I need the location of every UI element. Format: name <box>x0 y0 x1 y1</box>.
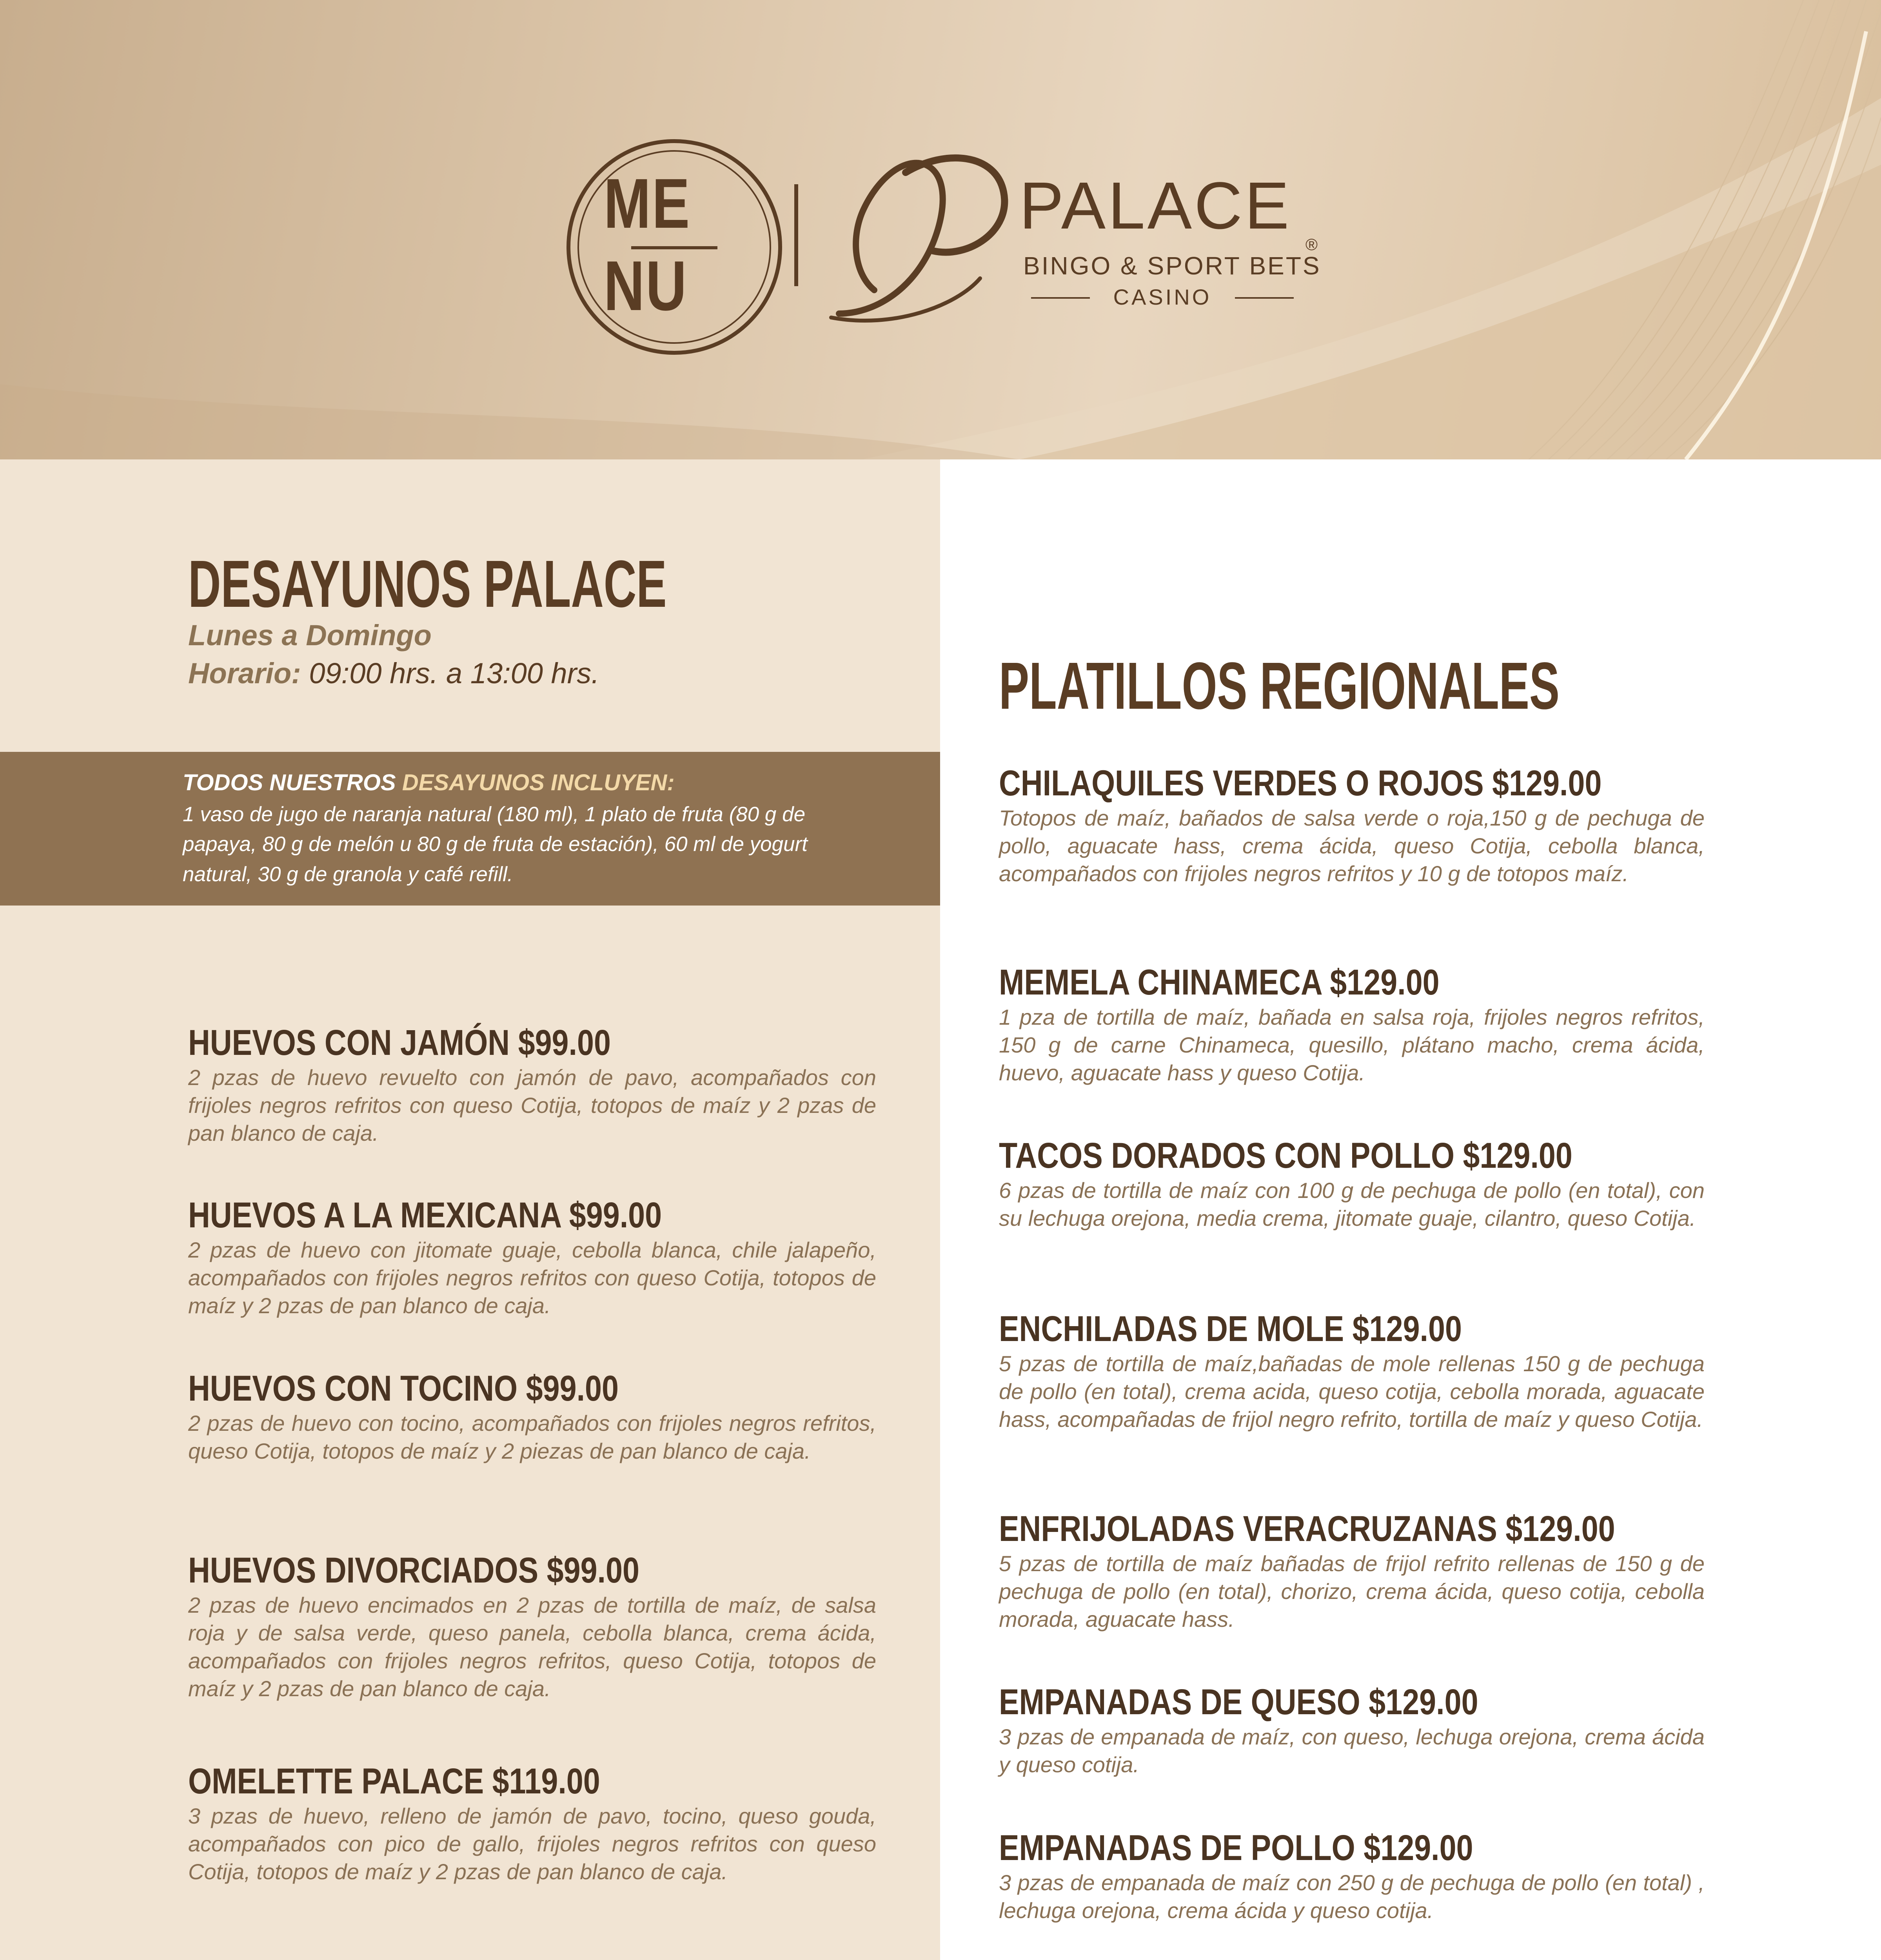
menu-item-title: TACOS DORADOS CON POLLO $129.00 <box>999 1136 1572 1176</box>
breakfast-hours <box>188 657 599 690</box>
menu-item-title: ENFRIJOLADAS VERACRUZANAS $129.00 <box>999 1509 1615 1549</box>
menu-item <box>188 1024 876 1147</box>
menu-item-title: ENCHILADAS DE MOLE $129.00 <box>999 1309 1462 1349</box>
includes-heading <box>183 769 877 797</box>
menu-item <box>999 1829 1705 1924</box>
menu-item-description: 6 pzas de tortilla de maíz con 100 g de pechuga de pollo (en total), con su lechuga orejona, media crema, jitomate guaje, cilantro, queso Cotija. <box>999 1178 1705 1230</box>
menu-item-description: 3 pzas de huevo, relleno de jamón de pavo, tocino, queso gouda, acompañados con pico de gallo, frijoles negros refritos con queso Cotija, totopos de maíz y 2 pzas de pan blanco de caja. <box>188 1803 876 1884</box>
breakfast-days: Lunes a Domingo <box>188 619 432 652</box>
menu-item-description: 5 pzas de tortilla de maíz bañadas de frijol refrito rellenas de 150 g de pechuga de pollo (en total), chorizo, crema ácida, queso cotija, cebolla morada, aguacate hass. <box>999 1551 1705 1632</box>
menu-item-description: Totopos de maíz, bañados de salsa verde o roja,150 g de pechuga de pollo, aguacate hass, crema ácida, queso Cotija, cebolla blanca, acompañados con frijoles negros refritos y 10 g de totopos maíz. <box>999 805 1705 886</box>
hours-value: 09:00 hrs. a 13:00 hrs. <box>309 657 599 690</box>
menu-item <box>188 1196 876 1319</box>
menu-item-description: 2 pzas de huevo revuelto con jamón de pavo, acompañados con frijoles negros refritos con queso Cotija, totopos de maíz y 2 pzas de pan blanco de caja. <box>188 1065 876 1145</box>
menu-item <box>999 1510 1705 1633</box>
menu-item-description: 2 pzas de huevo encimados en 2 pzas de tortilla de maíz, de salsa roja y de salsa verde, queso panela, cebolla blanca, crema ácida, acompañados con frijoles negros refritos, queso Cotija, totopos de maíz y 2 pzas de pan blanco de caja. <box>188 1592 876 1701</box>
menu-badge-text-bottom: NU <box>604 247 688 325</box>
hours-label: Horario: <box>188 657 301 690</box>
menu-item-title: HUEVOS DIVORCIADOS $99.00 <box>188 1550 639 1590</box>
menu-item-title: HUEVOS CON TOCINO $99.00 <box>188 1368 619 1408</box>
menu-item <box>188 1552 876 1702</box>
menu-item <box>999 1683 1705 1779</box>
includes-text: 1 vaso de jugo de naranja natural (180 ml), 1 plato de fruta (80 g de papaya, 80 g de melón u 80 g de fruta de estación), 60 ml de yogurt natural, 30 g de granola y café refill. <box>183 802 808 886</box>
menu-badge-text-top: ME <box>604 164 691 243</box>
menu-item-title: CHILAQUILES VERDES O ROJOS $129.00 <box>999 763 1602 803</box>
menu-item-description: 2 pzas de huevo con jitomate guaje, cebolla blanca, chile jalapeño, acompañados con frijoles negros refritos con queso Cotija, totopos de maíz y 2 pzas de pan blanco de caja. <box>188 1237 876 1318</box>
menu-item-description: 3 pzas de empanada de maíz, con queso, lechuga orejona, crema ácida y queso cotija. <box>999 1724 1705 1777</box>
menu-item-title: HUEVOS CON JAMÓN $99.00 <box>188 1023 611 1063</box>
menu-item-title: MEMELA CHINAMECA $129.00 <box>999 962 1440 1002</box>
menu-item-title: EMPANADAS DE QUESO $129.00 <box>999 1682 1478 1722</box>
menu-item-description: 2 pzas de huevo con tocino, acompañados con frijoles negros refritos, queso Cotija, totopos de maíz y 2 piezas de pan blanco de caja. <box>188 1410 876 1463</box>
menu-item-description: 1 pza de tortilla de maíz, bañada en salsa roja, frijoles negros refritos, 150 g de carne Chinameca, quesillo, plátano macho, crema ácida, huevo, aguacate hass y queso Cotija. <box>999 1004 1705 1085</box>
menu-item <box>999 764 1705 887</box>
logo-divider <box>794 184 798 286</box>
menu-item <box>188 1370 876 1465</box>
menu-item-description: 3 pzas de empanada de maíz con 250 g de pechuga de pollo (en total) , lechuga orejona, crema ácida y queso cotija. <box>999 1870 1705 1923</box>
regional-section-title: PLATILLOS REGIONALES <box>999 649 1560 723</box>
menu-item-title: OMELETTE PALACE $119.00 <box>188 1761 600 1801</box>
menu-item <box>999 1310 1705 1433</box>
menu-item <box>188 1762 876 1886</box>
menu-item-title: HUEVOS A LA MEXICANA $99.00 <box>188 1195 662 1235</box>
includes-prefix: TODOS NUESTROS <box>183 770 396 795</box>
menu-item <box>999 1137 1705 1232</box>
menu-item-title: EMPANADAS DE POLLO $129.00 <box>999 1828 1473 1868</box>
brand-casino: CASINO <box>1023 286 1302 308</box>
menu-item-description: 5 pzas de tortilla de maíz,bañadas de mole rellenas 150 g de pechuga de pollo (en total), crema acida, queso cotija, cebolla morada, aguacate hass, acompañadas de frijol negro refrito, tortilla de maíz y queso Cotija. <box>999 1351 1705 1432</box>
breakfast-section-title: DESAYUNOS PALACE <box>188 547 667 621</box>
includes-highlight: DESAYUNOS INCLUYEN: <box>402 770 675 795</box>
brand-subtitle: BINGO & SPORT BETS <box>1023 252 1321 280</box>
brand-name: PALACE <box>1019 169 1292 243</box>
menu-header <box>0 0 1881 459</box>
menu-item <box>999 964 1705 1087</box>
registered-mark: ® <box>1305 235 1318 254</box>
breakfast-includes-box <box>0 752 940 906</box>
